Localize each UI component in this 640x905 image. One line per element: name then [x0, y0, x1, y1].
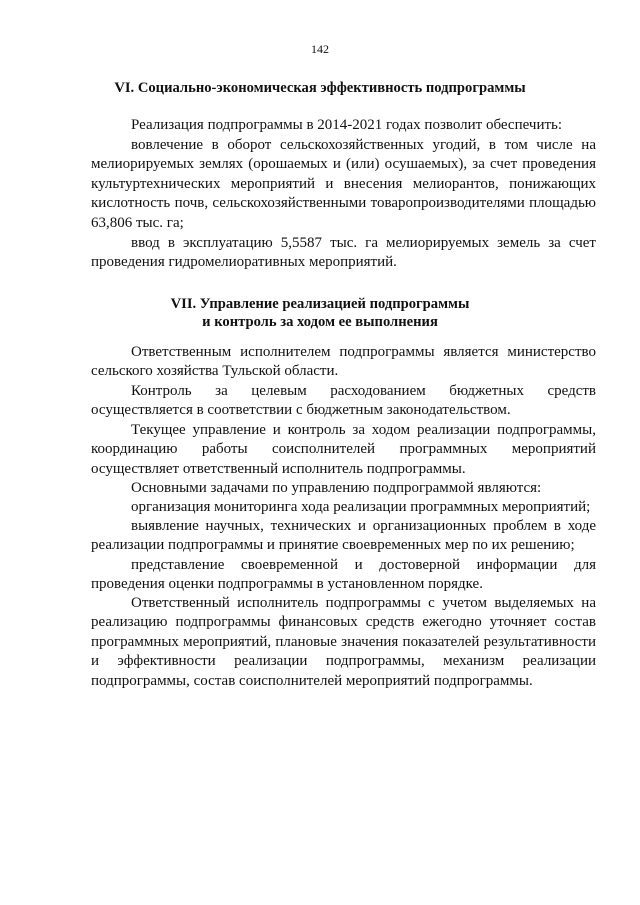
section-7-paragraph: Ответственным исполнителем подпрограммы является министерство сельского хозяйства Тульской области.: [91, 344, 596, 380]
section-7-paragraph: Текущее управление и контроль за ходом реализации подпрограммы, координацию работы соисполнителей программных мероприятий осуществляет ответственный исполнитель подпрограммы.: [91, 422, 596, 477]
section-6-heading: VI. Социально-экономическая эффективность подпрограммы: [114, 80, 526, 96]
section-6-paragraph: ввод в эксплуатацию 5,5587 тыс. га мелиорируемых земель за счет проведения гидромелиоративных мероприятий.: [91, 235, 596, 271]
section-7-paragraph: представление своевременной и достоверной информации для проведения оценки подпрограммы в установленном порядке.: [91, 557, 596, 593]
section-7-heading-line-2: и контроль за ходом ее выполнения: [202, 314, 438, 330]
section-7-paragraph: Основными задачами по управлению подпрограммой являются:: [131, 480, 542, 496]
section-6-paragraph: вовлечение в оборот сельскохозяйственных угодий, в том числе на мелиорируемых землях (орошаемых и (или) осушаемых), за счет проведения культуртехнических мероприятий и внесения мелиорантов, понижающих кислотность почв, сельскохозяйственными товаропроизводителями площадью 63,806 тыс. га;: [91, 137, 596, 231]
section-7-paragraph: выявление научных, технических и организационных проблем в ходе реализации подпрограммы и принятие своевременных мер по их решению;: [91, 518, 596, 554]
section-6-paragraph: Реализация подпрограммы в 2014-2021 годах позволит обеспечить:: [131, 117, 563, 133]
section-7-paragraph: Ответственный исполнитель подпрограммы с учетом выделяемых на реализацию подпрограммы финансовых средств ежегодно уточняет состав программных мероприятий, плановые значения показателей результативности и эффективности реализации подпрограммы, механизм реализации подпрограммы, состав соисполнителей мероприятий подпрограммы.: [91, 595, 596, 689]
page-number: 142: [311, 42, 329, 56]
section-7-paragraph: организация мониторинга хода реализации программных мероприятий;: [131, 499, 591, 515]
section-7-heading-line-1: VII. Управление реализацией подпрограммы: [170, 296, 470, 312]
section-7-heading: [0, 295, 640, 331]
section-7-paragraph: Контроль за целевым расходованием бюджетных средств осуществляется в соответствии с бюджетным законодательством.: [91, 383, 596, 419]
